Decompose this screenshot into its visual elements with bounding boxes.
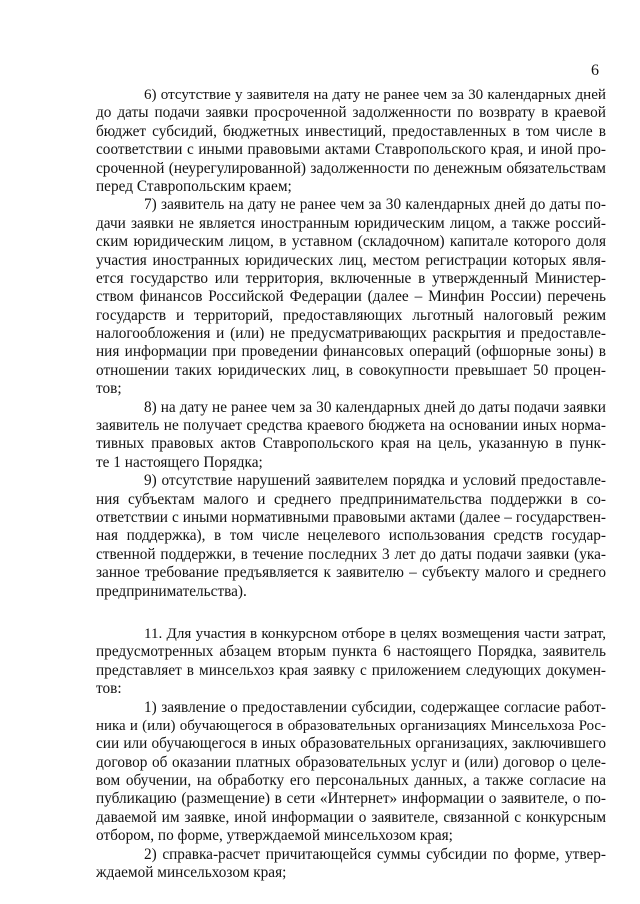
text-line: участия иностранных юридических лиц, местом регистрации которых явля-	[96, 251, 606, 269]
text-line: ским юридическим лицом, в уставном (складочном) капитале которого доля	[96, 233, 606, 251]
text-line: 1) заявление о предоставлении субсидии, содержащее согласие работ-	[144, 698, 606, 716]
text-line: до даты подачи заявки просроченной задолженности по возврату в краевой	[96, 104, 606, 122]
text-line: предусмотренных абзацем вторым пункта 6 настоящего Порядка, заявитель	[96, 643, 606, 661]
text-line: сроченной (неурегулированной) задолженности по денежным обязательствам	[96, 159, 606, 177]
text-line: ется государство или территория, включенные в утвержденный Министер-	[96, 269, 606, 287]
text-line: ответствии с иными нормативными правовыми актами (далее – государствен-	[96, 508, 606, 526]
text-line: тивных правовых актов Ставропольского края на цель, указанную в пунк-	[96, 435, 606, 453]
text-line: 9) отсутствие нарушений заявителем порядка и условий предоставле-	[144, 472, 606, 490]
text-line: предпринимательства).	[96, 582, 247, 600]
text-line: 2) справка-расчет причитающейся суммы субсидии по форме, утвер-	[144, 845, 606, 863]
text-line: государств и территорий, предоставляющих льготный налоговый режим	[96, 306, 606, 324]
text-line: 6) отсутствие у заявителя на дату не ранее чем за 30 календарных дней	[144, 87, 606, 103]
text-line: 8) на дату не ранее чем за 30 календарных дней до даты подачи заявки	[144, 398, 606, 416]
text-line: отбором, по форме, утверждаемой минсельхозом края;	[96, 827, 453, 845]
text-line: ством финансов Российской Федерации (далее – Минфин России) перечень	[96, 288, 606, 306]
text-line: перед Ставропольским краем;	[96, 177, 292, 195]
text-line: ждаемой минсельхозом края;	[96, 864, 287, 882]
text-line: отношении таких юридических лиц, в совокупности превышает 50 процен-	[96, 361, 606, 379]
text-line: те 1 настоящего Порядка;	[96, 453, 263, 471]
text-line: ния субъектам малого и среднего предпринимательства поддержки в со-	[96, 490, 606, 508]
text-line: ная поддержка), в том числе нецелевого использования средств государ-	[96, 527, 606, 545]
document-body	[96, 86, 606, 882]
text-line: представляет в минсельхоз края заявку с приложением следующих докумен-	[96, 661, 606, 679]
text-line: тов;	[96, 380, 122, 398]
text-line: ника и (или) обучающегося в образовательных организациях Минсельхоза Рос-	[96, 717, 606, 734]
text-line: соответствии с иными правовыми актами Ставропольского края, и иной про-	[96, 141, 606, 159]
text-line: заявитель не получает средства краевого бюджета на основании иных норма-	[96, 417, 606, 435]
paragraph-gap	[96, 601, 606, 625]
text-line: сии или обучающегося в иных образовательных организациях, заключившего	[96, 735, 606, 753]
text-line: даваемой им заявке, иной информации о заявителе, связанной с конкурсным	[96, 808, 606, 826]
text-line: договор об оказании платных образовательных услуг и (или) договор о целе-	[96, 753, 606, 771]
text-line: дачи заявки не является иностранным юридическим лицом, а также россий-	[96, 214, 606, 232]
text-line: публикацию (размещение) в сети «Интернет» информации о заявителе, о по-	[96, 790, 606, 808]
text-line: бюджет субсидий, бюджетных инвестиций, предоставленных в том числе в	[96, 122, 606, 140]
text-line: налогообложения и (или) не предусматривающих раскрытия и предоставле-	[96, 325, 606, 343]
text-line: вом обучении, на обработку его персональных данных, а также согласие на	[96, 772, 606, 790]
page-number: 6	[591, 62, 599, 79]
text-line: тов:	[96, 680, 122, 698]
text-line: ния информации при проведении финансовых операций (офшорные зоны) в	[96, 343, 606, 361]
text-line: 11. Для участия в конкурсном отборе в целях возмещения части затрат,	[144, 625, 606, 642]
text-line: 7) заявитель на дату не ранее чем за 30 календарных дней до даты по-	[144, 196, 606, 214]
text-line: ственной поддержки, в течение последних 3 лет до даты подачи заявки (ука-	[96, 545, 606, 563]
text-line: занное требование предъявляется к заявителю – субъекту малого и среднего	[96, 564, 606, 582]
